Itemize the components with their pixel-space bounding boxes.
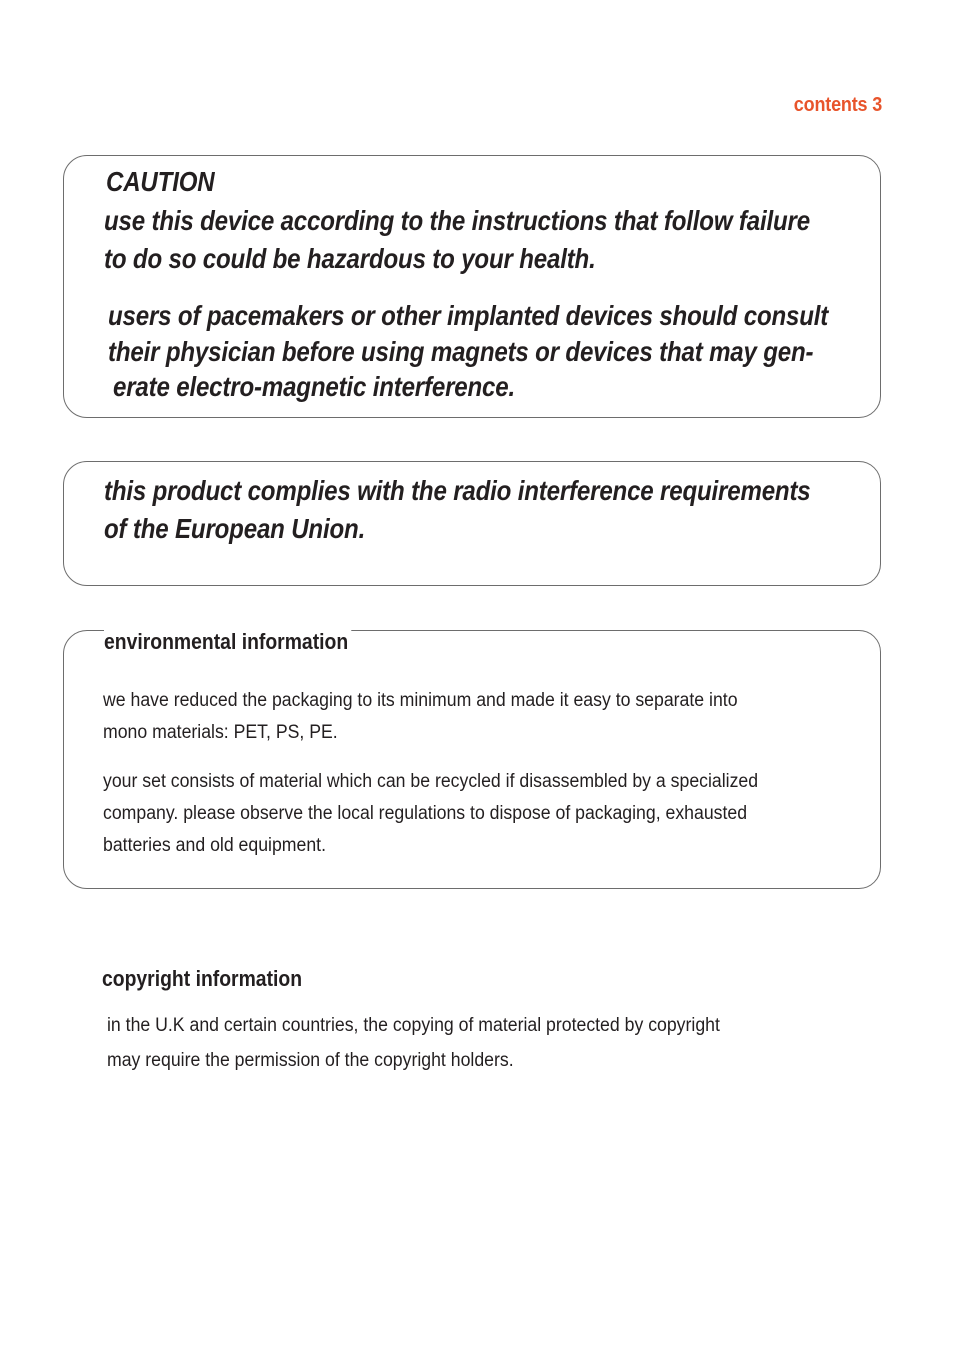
eu-notice-line: of the European Union.	[104, 513, 366, 544]
environmental-heading: environmental information	[104, 629, 352, 655]
copyright-text-line: in the U.K and certain countries, the copying of material protected by copyright	[107, 1015, 720, 1036]
environmental-text-line: mono materials: PET, PS, PE.	[103, 722, 338, 743]
caution-line: to do so could be hazardous to your health.	[104, 243, 596, 274]
environmental-text-line: batteries and old equipment.	[103, 835, 326, 856]
eu-notice-line: this product complies with the radio interference requirements	[104, 475, 811, 506]
copyright-heading: copyright information	[102, 966, 303, 991]
environmental-text-line: your set consists of material which can be recycled if disassembled by a specialized	[103, 771, 759, 792]
copyright-text-line: may require the permission of the copyright holders.	[107, 1050, 514, 1071]
caution-line: erate electro-magnetic interference.	[113, 371, 515, 402]
environmental-text-line: we have reduced the packaging to its minimum and made it easy to separate into	[103, 690, 738, 711]
caution-line: their physician before using magnets or devices that may gen-	[108, 336, 814, 367]
caution-line: users of pacemakers or other implanted devices should consult	[108, 300, 829, 331]
caution-title: CAUTION	[106, 166, 215, 197]
page-header-contents: contents 3	[793, 94, 882, 116]
environmental-text-line: company. please observe the local regulations to dispose of packaging, exhausted	[103, 803, 748, 824]
caution-line: use this device according to the instructions that follow failure	[104, 205, 810, 236]
